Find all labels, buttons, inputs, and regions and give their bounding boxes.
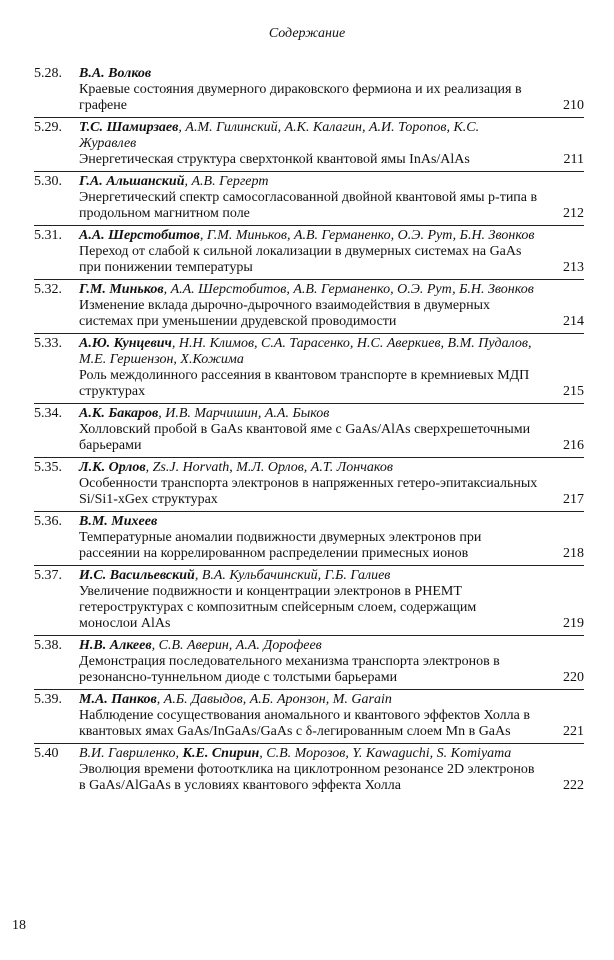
lead-author: Г.М. Миньков [79, 282, 164, 297]
toc-entry [34, 404, 584, 458]
entry-title: Наблюдение сосуществования аномального и квантового эффектов Холла в квантовых ямах GaAs/InGaAs/GaAs с δ-легированным слоем Mn в GaAs [79, 708, 530, 739]
entry-title: Эволюция времени фотоотклика на циклотронном резонансе 2D электронов в GaAs/AlGaAs в условиях квантового эффекта Холла [79, 762, 535, 793]
lead-author: Н.В. Алкеев [79, 638, 152, 653]
toc-entry [34, 566, 584, 636]
entry-title: Холловский пробой в GaAs квантовой яме с GaAs/AlAs сверхрешеточными барьерами [79, 422, 531, 453]
lead-author: К.Е. Спирин [182, 746, 260, 761]
entry-page: 219 [563, 616, 584, 631]
toc-entry [34, 226, 584, 280]
first-author: В.И. Гавриленко, [79, 746, 183, 761]
co-authors: , Г.М. Миньков, А.В. Германенко, О.Э. Рут, Б.Н. Звонков [199, 228, 535, 243]
toc-entry [34, 636, 584, 690]
entry-title: Особенности транспорта электронов в напряженных гетеро-эпитаксиальных Si/Si1-xGex структурах [79, 476, 538, 507]
co-authors: , Н.Н. Климов, С.А. Тарасенко, Н.С. Аверкиев, В.М. Пудалов, М.Е. Гершензон, Х.Кожима [79, 336, 532, 367]
entry-title: Энергетическая структура сверхтонкой квантовой ямы InAs/AlAs [79, 152, 470, 167]
lead-author: А.К. Бакаров [79, 406, 159, 421]
entry-page: 213 [563, 260, 584, 275]
co-authors: , А.М. Гилинский, А.К. Калагин, А.И. Торопов, К.С. Журавлев [79, 120, 480, 151]
entry-number: 5.37. [34, 568, 62, 583]
entry-authors [79, 692, 538, 708]
entry-title: Изменение вклада дырочно-дырочного взаимодействия в двумерных системах при уменьшении друдевской проводимости [79, 298, 490, 329]
lead-author: А.А. Шерстобитов [79, 228, 200, 243]
entry-title: Энергетический спектр самосогласованной двойной квантовой ямы p-типа в продольном магнитном поле [79, 190, 538, 221]
entry-title: Краевые состояния двумерного дираковского фермиона и их реализация в графене [79, 82, 522, 113]
entry-number: 5.30. [34, 174, 62, 189]
entry-page: 220 [563, 670, 584, 685]
entry-number: 5.39. [34, 692, 62, 707]
lead-author: Л.К. Орлов [79, 460, 146, 475]
lead-author: Т.С. Шамирзаев [79, 120, 179, 135]
co-authors: , И.В. Марчишин, А.А. Быков [158, 406, 330, 421]
entry-number: 5.34. [34, 406, 62, 421]
lead-author: А.Ю. Кунцевич [79, 336, 172, 351]
lead-author: И.С. Васильевский [79, 568, 195, 583]
entry-authors [79, 514, 538, 530]
lead-author: В.А. Волков [79, 66, 152, 81]
entry-page: 210 [563, 98, 584, 113]
lead-author: Г.А. Альшанский [79, 174, 185, 189]
toc-entry [34, 172, 584, 226]
lead-author: М.А. Панков [79, 692, 157, 707]
entry-number: 5.29. [34, 120, 62, 135]
toc-entry [34, 334, 584, 404]
entry-page: 212 [563, 206, 584, 221]
entry-authors [79, 460, 538, 476]
toc-entry [34, 690, 584, 744]
entry-title: Демонстрация последовательного механизма транспорта электронов в резонансно-туннельном диоде с толстыми барьерами [79, 654, 500, 685]
page-header: Содержание [268, 26, 346, 41]
entry-authors [79, 406, 538, 422]
entry-authors [79, 638, 538, 654]
entry-authors [79, 120, 538, 152]
entry-title: Переход от слабой к сильной локализации в двумерных системах на GaAs при понижении температуры [79, 244, 522, 275]
co-authors: , А.Б. Давыдов, А.Б. Аронзон, M. Garain [156, 692, 392, 707]
entry-page: 222 [563, 778, 584, 793]
entry-number: 5.40 [34, 746, 59, 761]
entry-title: Увеличение подвижности и концентрации электронов в PHEMT гетероструктурах с композитным спейсерным слоем, содержащим монослои AlAs [79, 584, 477, 631]
page-number: 18 [12, 918, 26, 933]
entry-number: 5.28. [34, 66, 62, 81]
toc-entry [34, 280, 584, 334]
entry-page: 216 [563, 438, 584, 453]
entry-authors [79, 282, 538, 298]
co-authors: , С.В. Морозов, Y. Kawaguchi, S. Komiyama [259, 746, 512, 761]
co-authors: , А.В. Гергерт [184, 174, 269, 189]
entry-authors [79, 174, 538, 190]
entry-page: 217 [563, 492, 584, 507]
co-authors: , Zs.J. Horvath, М.Л. Орлов, А.Т. Лончаков [145, 460, 393, 475]
entry-number: 5.35. [34, 460, 62, 475]
entry-authors [79, 568, 538, 584]
table-of-contents [34, 64, 584, 797]
lead-author: В.М. Михеев [79, 514, 158, 529]
entry-authors [79, 228, 538, 244]
entry-page: 211 [563, 152, 584, 167]
entry-page: 214 [563, 314, 584, 329]
toc-entry [34, 512, 584, 566]
entry-authors [79, 336, 538, 368]
co-authors: , А.А. Шерстобитов, А.В. Германенко, О.Э. Рут, Б.Н. Звонков [163, 282, 534, 297]
toc-entry [34, 744, 584, 797]
entry-number: 5.36. [34, 514, 62, 529]
entry-number: 5.31. [34, 228, 62, 243]
toc-entry [34, 64, 584, 118]
entry-authors [79, 66, 538, 82]
co-authors: , В.А. Кульбачинский, Г.Б. Галиев [194, 568, 391, 583]
entry-authors [79, 746, 538, 762]
entry-number: 5.32. [34, 282, 62, 297]
entry-page: 221 [563, 724, 584, 739]
entry-title: Роль междолинного рассеяния в квантовом транспорте в кремниевых МДП структурах [79, 368, 530, 399]
entry-title: Температурные аномалии подвижности двумерных электронов при рассеянии на коррелированном распределении примесных ионов [79, 530, 482, 561]
toc-entry [34, 118, 584, 172]
entry-page: 215 [563, 384, 584, 399]
entry-page: 218 [563, 546, 584, 561]
toc-entry [34, 458, 584, 512]
co-authors: , С.В. Аверин, А.А. Дорофеев [151, 638, 322, 653]
entry-number: 5.33. [34, 336, 62, 351]
entry-number: 5.38. [34, 638, 62, 653]
